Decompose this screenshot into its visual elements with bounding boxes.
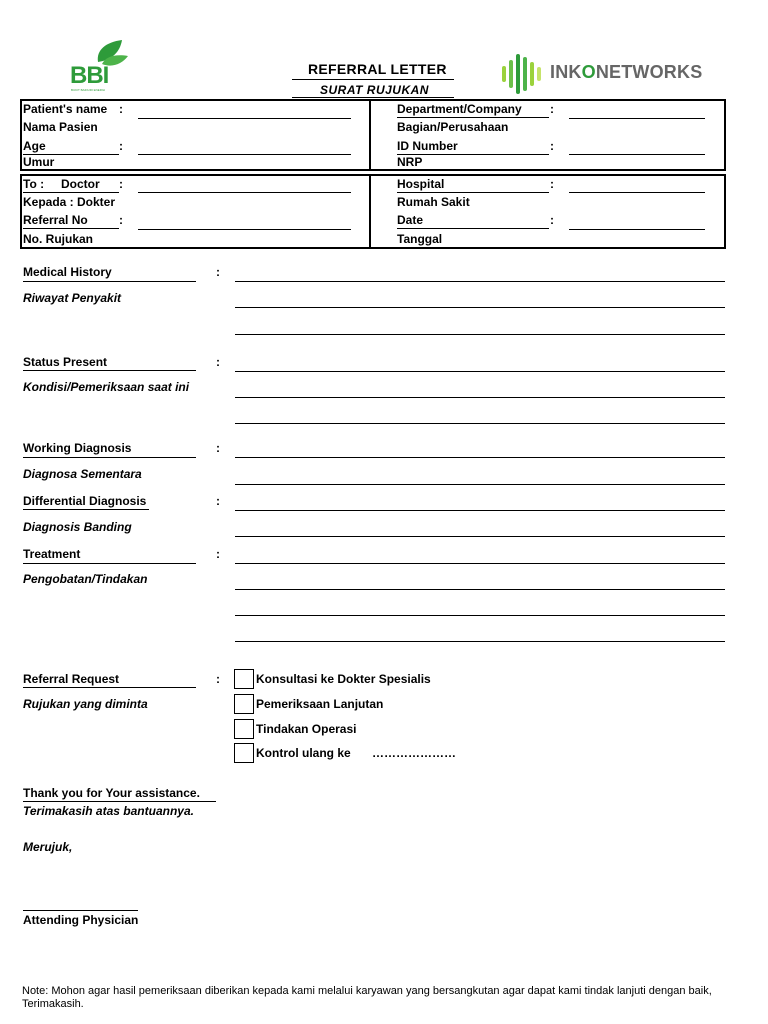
thanks-text-id: Terimakasih atas bantuannya. <box>23 804 194 818</box>
department-field[interactable] <box>569 118 705 119</box>
checkbox-kontrol-ulang[interactable] <box>234 743 254 763</box>
differential-diagnosis-line-2[interactable] <box>235 536 725 537</box>
merujuk-text: Merujuk, <box>23 840 73 854</box>
department-label: Department/Company <box>397 102 522 116</box>
medical-history-label-underline <box>23 281 196 282</box>
patient-box-divider <box>369 99 371 171</box>
referral-request-label-underline <box>23 687 196 688</box>
treatment-label-underline <box>23 563 196 564</box>
date-colon: : <box>550 213 554 227</box>
medical-history-line-3[interactable] <box>235 334 725 335</box>
id-number-field[interactable] <box>569 154 705 155</box>
referral-box-divider <box>369 174 371 249</box>
page-subtitle: SURAT RUJUKAN <box>320 83 429 97</box>
id-number-label-id: NRP <box>397 155 423 169</box>
attending-physician-label: Attending Physician <box>23 913 139 927</box>
hospital-colon: : <box>550 177 554 191</box>
status-present-label-underline <box>23 370 196 371</box>
referral-no-label-underline <box>23 228 119 229</box>
inkonetworks-logo <box>500 52 715 96</box>
hospital-label-id: Rumah Sakit <box>397 195 470 209</box>
referral-no-label: Referral No <box>23 213 88 227</box>
differential-diagnosis-colon: : <box>216 494 220 508</box>
working-diagnosis-label: Working Diagnosis <box>23 441 132 455</box>
differential-diagnosis-label: Differential Diagnosis <box>23 494 147 508</box>
differential-diagnosis-line-1[interactable] <box>235 510 725 511</box>
age-colon: : <box>119 139 123 153</box>
doctor-field[interactable] <box>138 192 351 193</box>
id-number-label: ID Number <box>397 139 458 153</box>
kontrol-dots-field[interactable]: ………………… <box>372 746 456 760</box>
age-label: Age <box>23 139 46 153</box>
treatment-line-4[interactable] <box>235 641 725 642</box>
differential-diagnosis-label-underline <box>23 509 149 510</box>
date-field[interactable] <box>569 229 705 230</box>
doctor-label: Doctor <box>61 177 100 191</box>
working-diagnosis-line-2[interactable] <box>235 484 725 485</box>
referral-no-label-id: No. Rujukan <box>23 232 94 246</box>
checkbox-pemeriksaan-lanjutan[interactable] <box>234 694 254 714</box>
inko-logo-text-pre: INK <box>550 62 582 82</box>
inko-logo-text <box>550 62 702 83</box>
working-diagnosis-label-id: Diagnosa Sementara <box>23 467 142 481</box>
status-present-line-1[interactable] <box>235 371 725 372</box>
treatment-line-2[interactable] <box>235 589 725 590</box>
department-colon: : <box>550 102 554 116</box>
treatment-line-3[interactable] <box>235 615 725 616</box>
option-pemeriksaan-label: Pemeriksaan Lanjutan <box>256 697 384 711</box>
referral-no-field[interactable] <box>138 229 351 230</box>
patient-name-label-id: Nama Pasien <box>23 120 98 134</box>
differential-diagnosis-label-id: Diagnosis Banding <box>23 520 132 534</box>
age-field[interactable] <box>138 154 351 155</box>
working-diagnosis-label-underline <box>23 457 196 458</box>
medical-history-label-id: Riwayat Penyakit <box>23 291 122 305</box>
referral-request-label: Referral Request <box>23 672 120 686</box>
medical-history-label: Medical History <box>23 265 112 279</box>
inko-logo-text-o: O <box>581 62 596 82</box>
referral-no-colon: : <box>119 213 123 227</box>
thanks-text: Thank you for Your assistance. <box>23 786 200 800</box>
patient-name-label: Patient's name <box>23 102 108 116</box>
status-present-colon: : <box>216 355 220 369</box>
age-label-id: Umur <box>23 155 55 169</box>
doctor-colon: : <box>119 177 123 191</box>
date-label-underline <box>397 228 549 229</box>
to-label-underline <box>23 192 119 193</box>
working-diagnosis-colon: : <box>216 441 220 455</box>
to-label: To : <box>23 177 45 191</box>
doctor-label-id: Kepada : Dokter <box>23 195 116 209</box>
bbi-logo-text: BBI <box>70 62 109 89</box>
medical-history-line-1[interactable] <box>235 281 725 282</box>
id-number-colon: : <box>550 139 554 153</box>
inko-wave-icon <box>500 52 544 96</box>
signature-line[interactable] <box>23 910 138 911</box>
working-diagnosis-line-1[interactable] <box>235 457 725 458</box>
treatment-label-id: Pengobatan/Tindakan <box>23 572 148 586</box>
checkbox-tindakan-operasi[interactable] <box>234 719 254 739</box>
option-tindakan-label: Tindakan Operasi <box>256 722 357 736</box>
page-title: REFERRAL LETTER <box>308 61 447 77</box>
referral-request-label-id: Rujukan yang diminta <box>23 697 148 711</box>
subtitle-underline <box>292 97 454 98</box>
bbi-logo-subtext: BUKIT BAIDURI ENERGI <box>71 88 106 92</box>
hospital-label: Hospital <box>397 177 445 191</box>
status-present-label-id: Kondisi/Pemeriksaan saat ini <box>23 380 190 394</box>
hospital-label-underline <box>397 192 549 193</box>
bbi-logo <box>66 38 136 94</box>
footer-note: Note: Mohon agar hasil pemeriksaan diberikan kepada kami melalui karyawan yang bersangkutan agar dapat kami tindak lanjuti dengan baik, Terimakasih. <box>22 985 712 1010</box>
department-label-id: Bagian/Perusahaan <box>397 120 509 134</box>
checkbox-konsultasi[interactable] <box>234 669 254 689</box>
status-present-line-2[interactable] <box>235 397 725 398</box>
status-present-line-3[interactable] <box>235 423 725 424</box>
patient-name-colon: : <box>119 102 123 116</box>
medical-history-colon: : <box>216 265 220 279</box>
treatment-label: Treatment <box>23 547 81 561</box>
status-present-label: Status Present <box>23 355 108 369</box>
thanks-underline <box>23 801 216 802</box>
date-label-id: Tanggal <box>397 232 443 246</box>
patient-name-field[interactable] <box>138 118 351 119</box>
option-kontrol-label: Kontrol ulang ke <box>256 746 351 760</box>
option-konsultasi-label: Konsultasi ke Dokter Spesialis <box>256 672 431 686</box>
department-label-underline <box>397 117 549 118</box>
patient-info-box <box>20 99 726 171</box>
title-underline <box>292 79 454 80</box>
referral-info-box <box>20 174 726 249</box>
treatment-line-1[interactable] <box>235 563 725 564</box>
inko-logo-text-post: NETWORKS <box>595 62 703 82</box>
hospital-field[interactable] <box>569 192 705 193</box>
date-label: Date <box>397 213 424 227</box>
referral-request-colon: : <box>216 672 220 686</box>
treatment-colon: : <box>216 547 220 561</box>
medical-history-line-2[interactable] <box>235 307 725 308</box>
